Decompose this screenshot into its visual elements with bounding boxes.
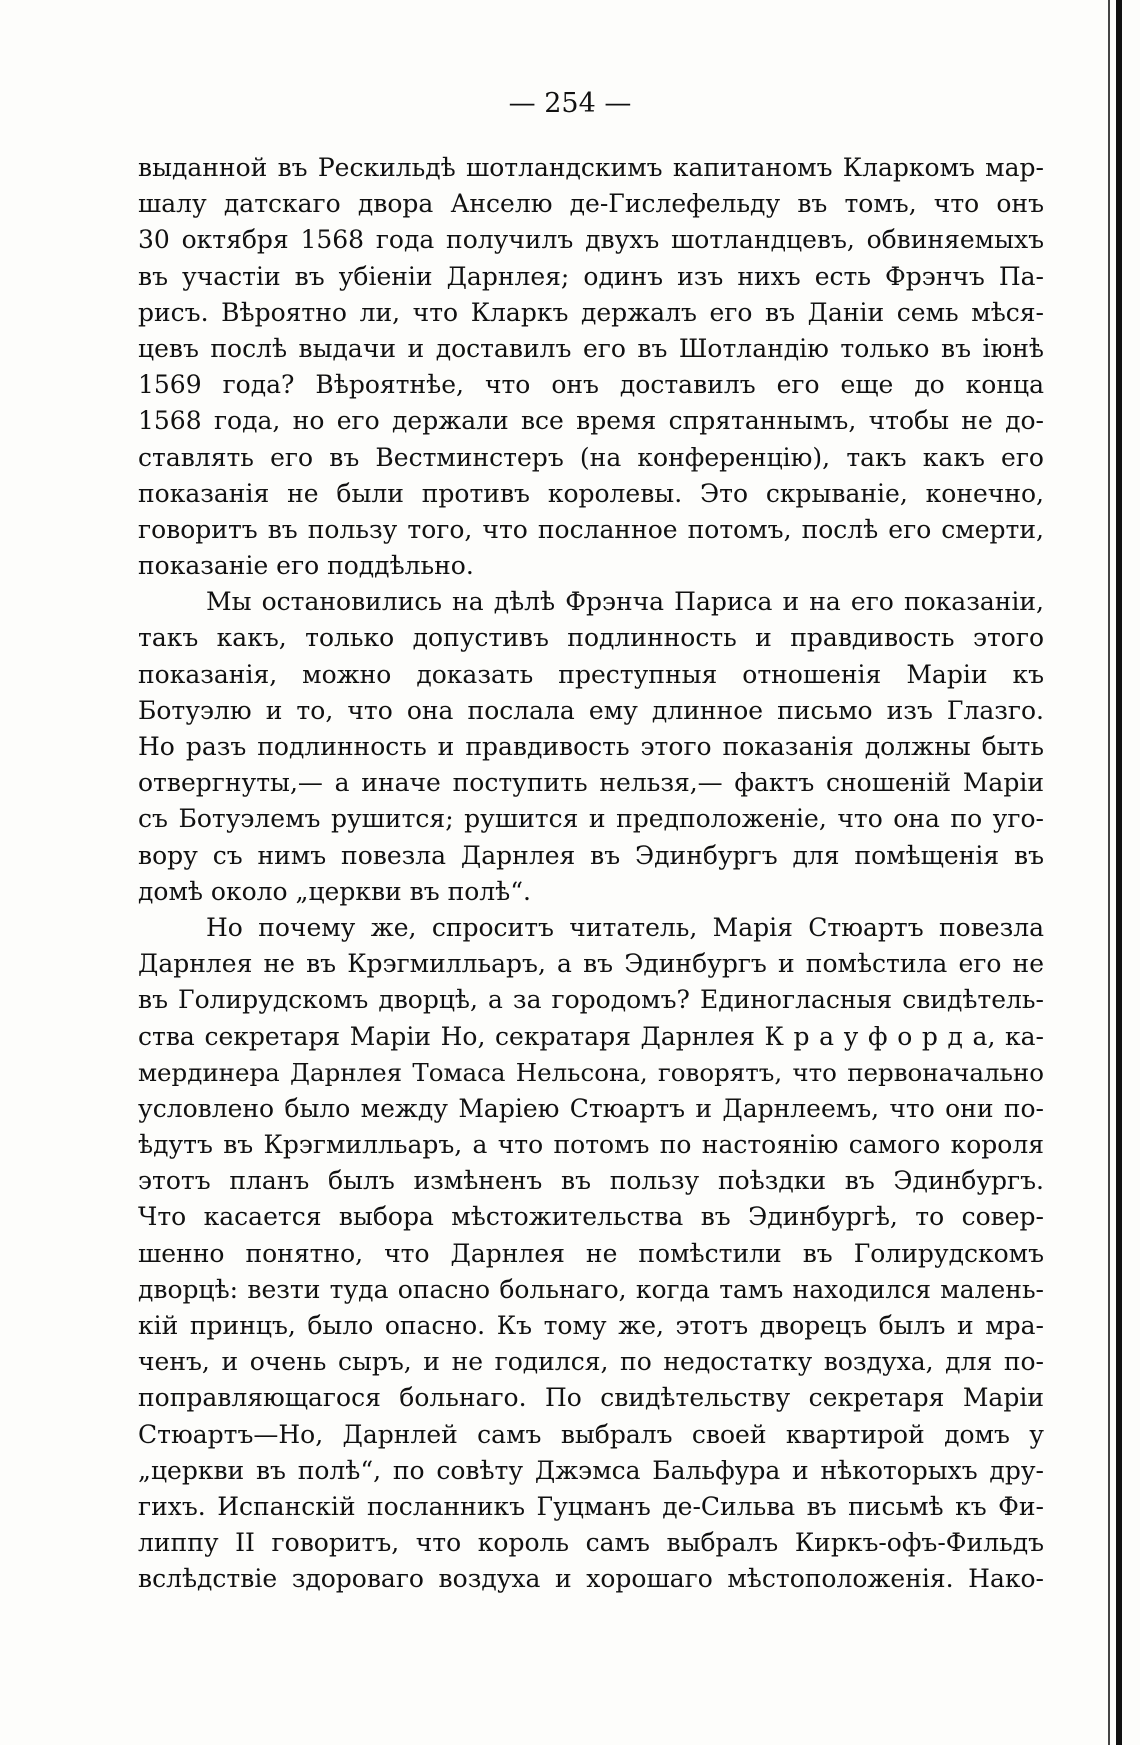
text-line: домѣ около „церкви въ полѣ“. [138,876,531,906]
text-line: показаніе его поддѣльно. [138,551,474,581]
text-line: липпу II говоритъ, что король самъ выбралъ Киркъ-офъ-Фильдъ [138,1528,1044,1558]
text-line: показанія не были противъ королевы. Это скрываніе, конечно, [138,478,1044,508]
text-line: вору съ нимъ повезла Дарнлея въ Эдинбургъ для помѣщенія въ [138,840,1044,870]
text-line: цевъ послѣ выдачи и доставилъ его въ Шотландію только въ іюнѣ [138,333,1044,363]
scan-page-edge [1116,0,1122,1745]
text-line: ѣдутъ въ Крэгмилльаръ, а что потомъ по настоянію самого короля [138,1130,1044,1160]
text-line: такъ какъ, только допустивъ подлинность и правдивость этого [138,623,1044,653]
text-line: шалу датскаго двора Анселю де-Гислефельду въ томъ, что онъ [138,189,1044,219]
text-line: вслѣдствіе здороваго воздуха и хорошаго мѣстоположенія. Нако- [138,1564,1044,1594]
body-text [138,150,1044,1598]
text-line: поправляющагося больнаго. По свидѣтельству секретаря Маріи [138,1383,1044,1413]
text-line: условлено было между Маріею Стюартъ и Дарнлеемъ, что они по- [138,1093,1044,1123]
text-line: Что касается выбора мѣстожительства въ Эдинбургѣ, то совер- [138,1202,1044,1232]
text-line: въ участіи въ убіеніи Дарнлея; одинъ изъ нихъ есть Фрэнчъ Па- [138,261,1044,291]
text-line: гихъ. Испанскій посланникъ Гуцманъ де-Сильва въ письмѣ къ Фи- [138,1491,1044,1521]
text-line: отвергнуты,— а иначе поступить нельзя,— фактъ сношеній Маріи [138,768,1044,798]
text-line: ченъ, и очень сыръ, и не годился, по недостатку воздуха, для по- [138,1347,1044,1377]
text-line: говоритъ въ пользу того, что посланное потомъ, послѣ его смерти, [138,514,1044,544]
scan-page-edge-shadow [1108,0,1110,1745]
text-line: выданной въ Рескильдѣ шотландскимъ капитаномъ Кларкомъ мар- [138,153,1044,182]
text-line: 1568 года, но его держали все время спрятаннымъ, чтобы не до- [138,406,1044,436]
text-line: Но почему же, спроситъ читатель, Марія Стюартъ повезла [206,912,1044,942]
text-line: Но разъ подлинность и правдивость этого показанія должны быть [138,732,1044,761]
text-line: съ Ботуэлемъ рушится; рушится и предположеніе, что она по уго- [138,804,1044,834]
text-line: 30 октября 1568 года получилъ двухъ шотландцевъ, обвиняемыхъ [138,225,1044,255]
text-line: мердинера Дарнлея Томаса Нельсона, говорятъ, что первоначально [138,1057,1044,1087]
text-line: ства секретаря Маріи Но, секратаря Дарнлея К р а у ф о р д а, ка- [138,1021,1044,1051]
text-line: 1569 года? Вѣроятнѣе, что онъ доставилъ его еще до конца [138,370,1044,400]
text-line: дворцѣ: везти туда опасно больнаго, когда тамъ находился малень- [138,1274,1044,1304]
text-line: рисъ. Вѣроятно ли, что Кларкъ держалъ его въ Даніи семь мѣся- [138,297,1044,327]
text-line: въ Голирудскомъ дворцѣ, а за городомъ? Единогласныя свидѣтель- [138,985,1044,1015]
text-line: Ботуэлю и то, что она послала ему длинное письмо изъ Глазго. [138,695,1044,725]
text-line: „церкви въ полѣ“, по совѣту Джэмса Бальфура и нѣкоторыхъ дру- [138,1455,1044,1485]
text-line: шенно понятно, что Дарнлея не помѣстили въ Голирудскомъ [138,1238,1044,1268]
text-line: Стюартъ—Но, Дарнлей самъ выбралъ своей квартирой домъ у [138,1419,1044,1449]
text-line: кій принцъ, было опасно. Къ тому же, этотъ дворецъ былъ и мра- [138,1311,1044,1340]
text-line: показанія, можно доказать преступныя отношенія Маріи къ [138,659,1044,689]
text-line: Дарнлея не въ Крэгмилльаръ, а въ Эдинбургъ и помѣстила его не [138,949,1044,979]
text-line: этотъ планъ былъ измѣненъ въ пользу поѣздки въ Эдинбургъ. [138,1166,1044,1196]
text-line: Мы остановились на дѣлѣ Фрэнча Париса и на его показаніи, [206,587,1044,617]
page-number: — 254 — [508,88,632,119]
text-line: ставлять его въ Вестминстеръ (на конференцію), такъ какъ его [138,442,1044,472]
